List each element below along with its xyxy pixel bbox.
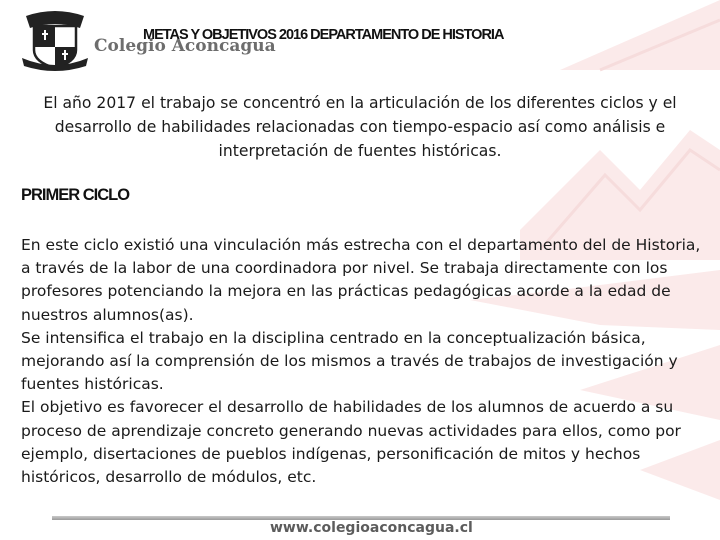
section-body xyxy=(21,234,711,489)
body-paragraph: Se intensifica el trabajo en la disciplina centrado en la conceptualización básica, mejorando así la comprensión de los mismos a través de trabajos de investigación y fuentes históricas. xyxy=(21,328,678,394)
school-name: Colegio Aconcagua xyxy=(94,36,276,56)
body-paragraph: El objetivo es favorecer el desarrollo de habilidades de los alumnos de acuerdo a su proceso de aprendizaje concreto generando nuevas actividades para ellos, como por ejemplo, disertaciones de pueblos indígenas, personificación de mitos y hechos históricos, desarrollo de módulos, etc. xyxy=(21,398,681,487)
body-paragraph: En este ciclo existió una vinculación más estrecha con el departamento del de Historia, a través de la labor de una coordinadora por nivel. Se trabaja directamente con los profesores potenciando la mejora en las prácticas pedagógicas acorde a la edad de nuestros alumnos(as). xyxy=(21,236,701,324)
page-title: METAS Y OBJETIVOS 2016 DEPARTAMENTO DE HISTORIA xyxy=(143,27,504,43)
school-crest-icon xyxy=(20,10,90,72)
intro-paragraph: El año 2017 el trabajo se concentró en la articulación de los diferentes ciclos y el desarrollo de habilidades relacionadas con tiempo-espacio así como análisis e interpretación de fuentes históricas. xyxy=(43,94,677,160)
section-heading: PRIMER CICLO xyxy=(21,186,130,204)
footer-url: www.colegioaconcagua.cl xyxy=(270,520,473,536)
